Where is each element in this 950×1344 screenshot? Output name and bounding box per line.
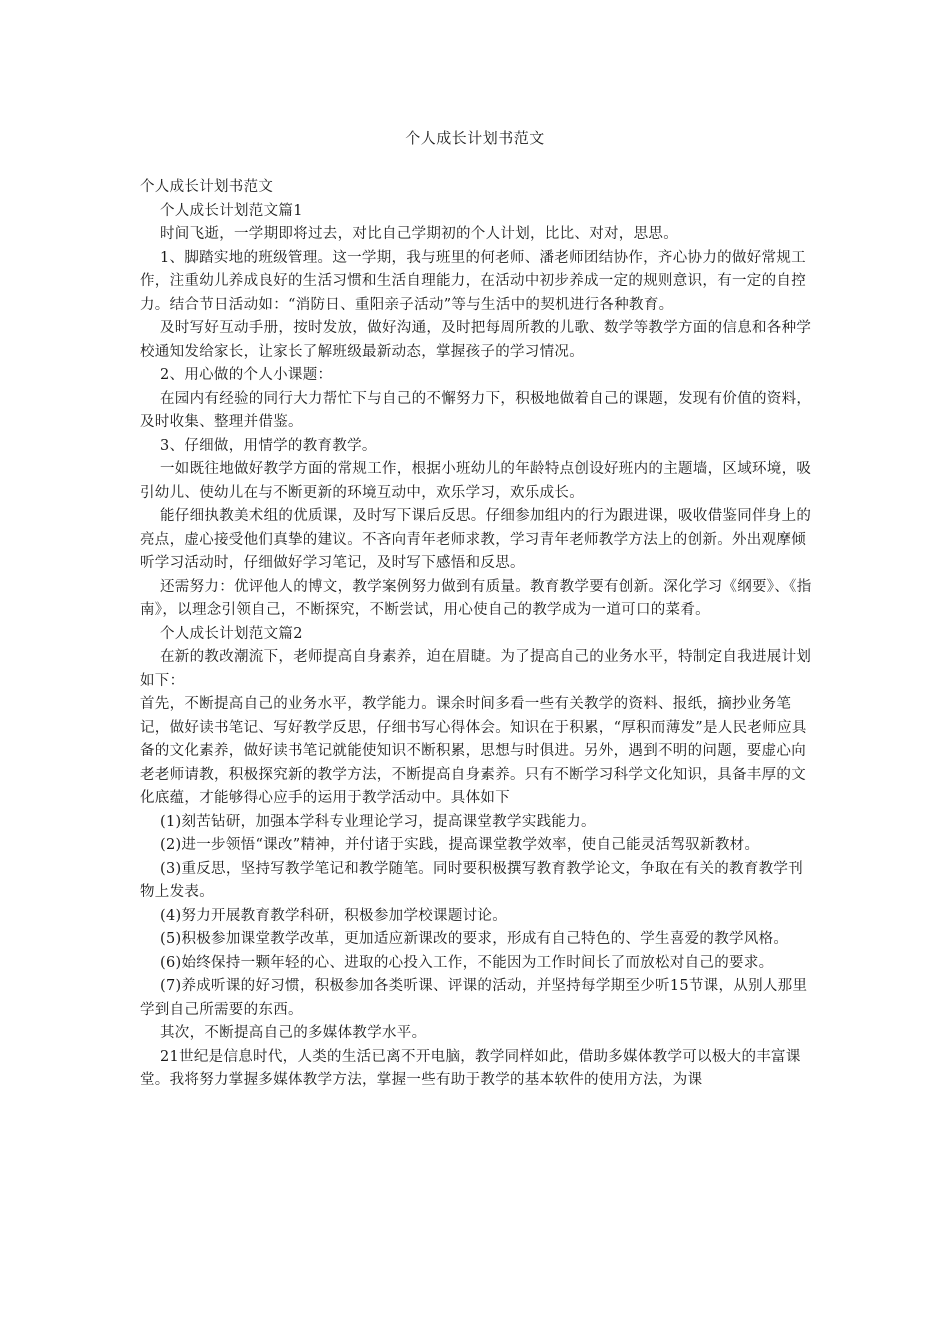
document-title: 个人成长计划书范文 [405, 129, 545, 147]
paragraph: 还需努力：优评他人的博文，教学案例努力做到有质量。教育教学要有创新。深化学习《纲要》、《指南》，以理念引领自己，不断探究，不断尝试，用心使自己的教学成为一道可口的菜肴。 [140, 578, 812, 618]
paragraph: 在新的教改潮流下，老师提高自身素养，迫在眉睫。为了提高自己的业务水平，特制定自我进展计划如下： [140, 649, 812, 689]
paragraph: 个人成长计划书范文 [140, 179, 274, 195]
paragraph: (3)重反思，坚持写教学笔记和教学随笔。同时要积极撰写教育教学论文，争取在有关的教育教学刊物上发表。 [140, 860, 804, 900]
paragraph: 在园内有经验的同行大力帮忙下与自己的不懈努力下，积极地做着自己的课题，发现有价值的资料，及时收集、整理并借鉴。 [140, 390, 812, 430]
document-body [140, 176, 816, 1093]
paragraph: 时间飞逝，一学期即将过去，对比自己学期初的个人计划，比比、对对，思思。 [160, 226, 678, 242]
paragraph: 个人成长计划范文篇2 [160, 625, 303, 642]
paragraph: 个人成长计划范文篇1 [160, 202, 303, 219]
paragraph: (2)进一步领悟“课改”精神，并付诸于实践，提高课堂教学效率，使自己能灵活驾驭新教材。 [160, 837, 760, 853]
paragraph: 一如既往地做好教学方面的常规工作，根据小班幼儿的年龄特点创设好班内的主题墙，区域环境，吸引幼儿、使幼儿在与不断更新的环境互动中，欢乐学习，欢乐成长。 [140, 461, 812, 501]
paragraph: (5)积极参加课堂教学改革，更加适应新课改的要求，形成有自己特色的、学生喜爱的教学风格。 [160, 931, 789, 947]
paragraph: 及时写好互动手册，按时发放，做好沟通，及时把每周所教的儿歌、数学等教学方面的信息和各种学校通知发给家长，让家长了解班级最新动态，掌握孩子的学习情况。 [140, 320, 812, 360]
paragraph: 3、仔细做，用情学的教育教学。 [160, 437, 377, 454]
paragraph: (6)始终保持一颗年轻的心、进取的心投入工作，不能因为工作时间长了而放松对自己的要求。 [160, 954, 774, 971]
paragraph: 2、用心做的个人小课题： [160, 367, 333, 383]
paragraph: 1、脚踏实地的班级管理。这一学期，我与班里的何老师、潘老师团结协作，齐心协力的做好常规工作，注重幼儿养成良好的生活习惯和生活自理能力，在活动中初步养成一定的规则意识，有一定的自控力。结合节日活动如：“消防日、重阳亲子活动”等与生活中的契机进行各种教育。 [140, 249, 806, 313]
paragraph: 其次，不断提高自己的多媒体教学水平。 [160, 1025, 427, 1041]
paragraph: 首先，不断提高自己的业务水平，教学能力。课余时间多看一些有关教学的资料、报纸，摘抄业务笔记，做好读书笔记、写好教学反思，仔细书写心得体会。知识在于积累，“厚积而薄发”是人民老师应具备的文化素养，做好读书笔记就能使知识不断积累，思想与时俱进。另外，遇到不明的问题，要虚心向老老师请教，积极探究新的教学方法，不断提高自身素养。只有不断学习科学文化知识，具备丰厚的文化底蕴，才能够得心应手的运用于教学活动中。具体如下 [140, 696, 807, 806]
paragraph: 能仔细执教美术组的优质课，及时写下课后反思。仔细参加组内的行为跟进课，吸收借鉴同伴身上的亮点，虚心接受他们真挚的建议。不吝向青年老师求教，学习青年老师教学方法上的创新。外出观摩倾听学习活动时，仔细做好学习笔记，及时写下感悟和反思。 [140, 508, 812, 571]
paragraph: (7)养成听课的好习惯，积极参加各类听课、评课的活动，并坚持每学期至少听15节课，从别人那里学到自己所需要的东西。 [140, 978, 808, 1018]
paragraph: (4)努力开展教育教学科研，积极参加学校课题讨论。 [160, 907, 508, 924]
paragraph: (1)刻苦钻研，加强本学科专业理论学习，提高课堂教学实践能力。 [160, 813, 596, 830]
paragraph: 21世纪是信息时代，人类的生活已离不开电脑，教学同样如此，借助多媒体教学可以极大的丰富课堂。我将努力掌握多媒体教学方法，掌握一些有助于教学的基本软件的使用方法，为课 [140, 1048, 801, 1088]
